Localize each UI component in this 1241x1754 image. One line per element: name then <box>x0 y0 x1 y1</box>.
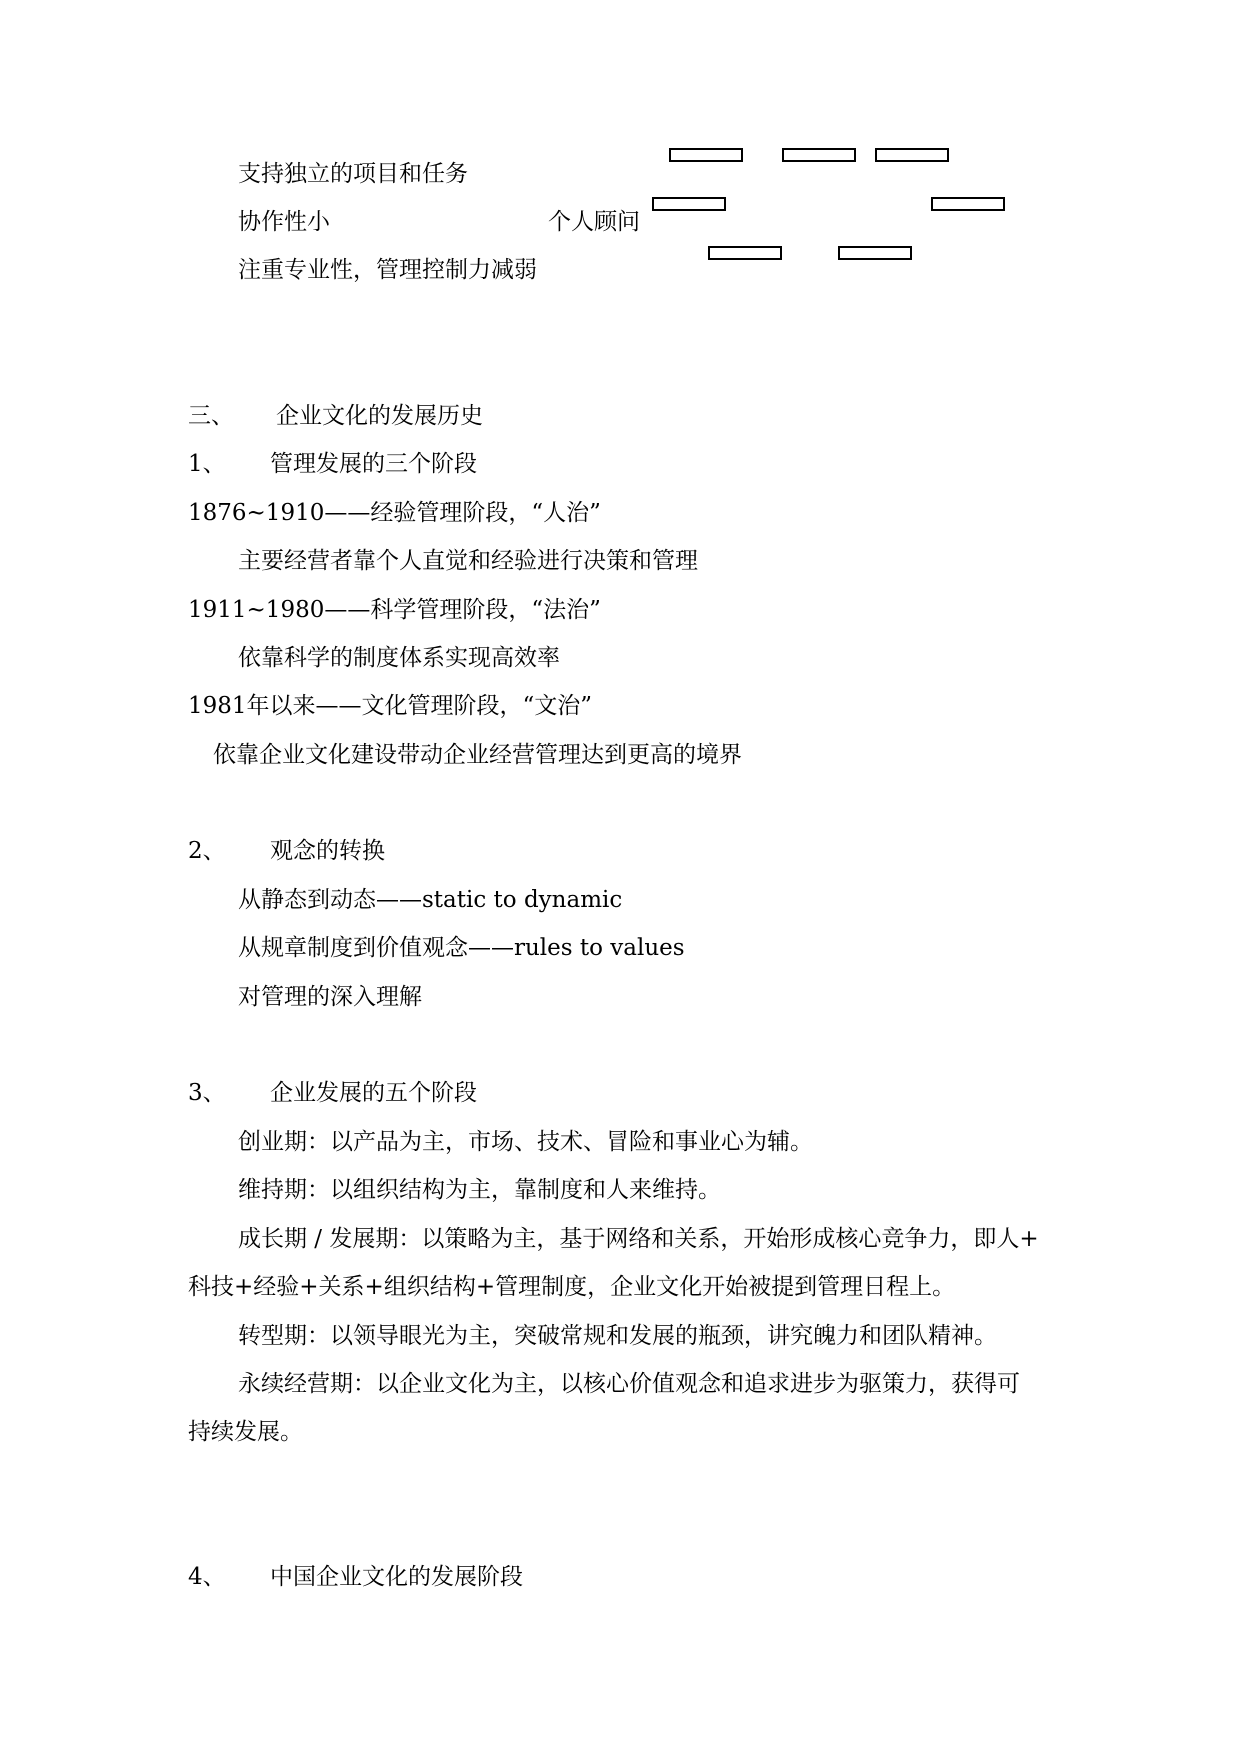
org-box <box>652 197 726 211</box>
text-line: 主要经营者靠个人直觉和经验进行决策和管理 <box>238 548 698 574</box>
text-line: 成长期 / 发展期：以策略为主，基于网络和关系，开始形成核心竞争力，即人+ <box>238 1226 1039 1252</box>
org-box <box>838 246 912 260</box>
subsection-title: 中国企业文化的发展阶段 <box>270 1564 523 1590</box>
subsection-marker: 2、 <box>188 838 226 864</box>
org-box <box>875 148 949 162</box>
subsection-marker: 3、 <box>188 1080 226 1106</box>
text-line: 持续发展。 <box>188 1419 303 1445</box>
text-line: 支持独立的项目和任务 <box>238 161 468 187</box>
subsection-heading <box>188 453 477 476</box>
text-line: 对管理的深入理解 <box>238 984 422 1010</box>
text-line: 从静态到动态——static to dynamic <box>238 887 623 913</box>
org-box <box>782 148 856 162</box>
org-box <box>669 148 743 162</box>
text-line: 1911~1980——科学管理阶段，“法治” <box>188 597 601 623</box>
text-line: 维持期：以组织结构为主，靠制度和人来维持。 <box>238 1177 721 1203</box>
subsection-title: 观念的转换 <box>270 838 385 864</box>
text-line: 依靠企业文化建设带动企业经营管理达到更高的境界 <box>213 742 742 768</box>
section-marker: 三、 <box>188 403 234 429</box>
text-line: 永续经营期：以企业文化为主，以核心价值观念和追求进步为驱策力，获得可 <box>238 1371 1020 1397</box>
subsection-title: 管理发展的三个阶段 <box>270 451 477 477</box>
subsection-heading <box>188 1082 477 1105</box>
text-line: 科技+经验+关系+组织结构+管理制度，企业文化开始被提到管理日程上。 <box>188 1274 956 1300</box>
subsection-marker: 1、 <box>188 451 226 477</box>
section-heading <box>188 405 483 428</box>
subsection-title: 企业发展的五个阶段 <box>270 1080 477 1106</box>
text-line: 创业期：以产品为主，市场、技术、冒险和事业心为辅。 <box>238 1129 813 1155</box>
text-line: 协作性小 <box>238 209 330 235</box>
subsection-marker: 4、 <box>188 1564 226 1590</box>
subsection-heading <box>188 1566 523 1589</box>
text-line: 转型期：以领导眼光为主，突破常规和发展的瓶颈，讲究魄力和团队精神。 <box>238 1323 997 1349</box>
text-line: 依靠科学的制度体系实现高效率 <box>238 645 560 671</box>
section-title: 企业文化的发展历史 <box>276 403 483 429</box>
text-line: 1981年以来——文化管理阶段，“文治” <box>188 693 593 719</box>
org-box <box>708 246 782 260</box>
subsection-heading <box>188 840 385 863</box>
text-line: 注重专业性，管理控制力减弱 <box>238 257 537 283</box>
text-line: 从规章制度到价值观念——rules to values <box>238 935 685 961</box>
text-line: 个人顾问 <box>548 209 640 235</box>
org-box <box>931 197 1005 211</box>
text-line: 1876~1910——经验管理阶段，“人治” <box>188 500 601 526</box>
